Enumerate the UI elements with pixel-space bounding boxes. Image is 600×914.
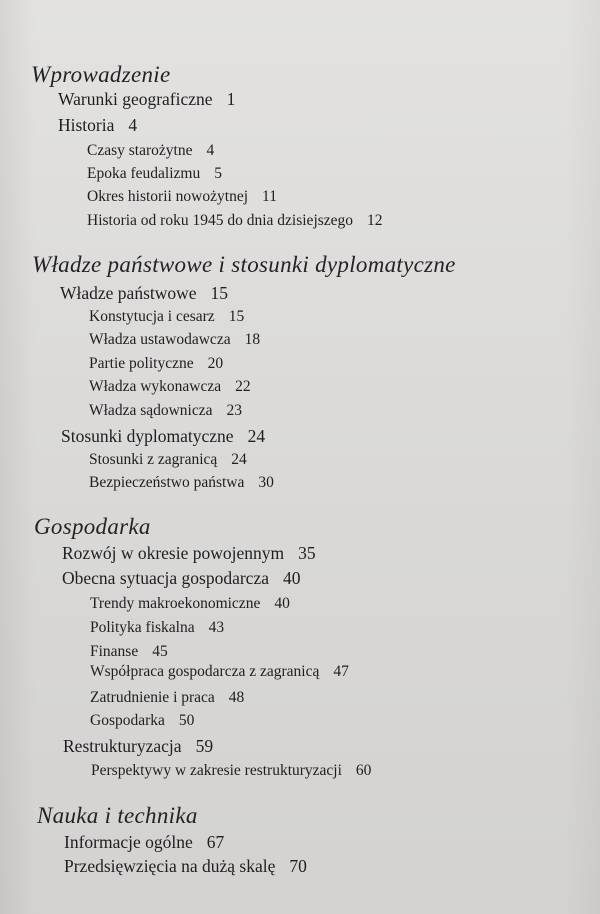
entry-page-number: 70 (289, 856, 307, 876)
toc-entry (87, 142, 214, 160)
toc-entry (89, 308, 244, 326)
toc-entry (62, 543, 316, 564)
entry-page-number: 59 (195, 736, 214, 756)
entry-page-number: 4 (206, 142, 215, 159)
entry-page-number: 12 (367, 212, 383, 229)
toc-entry (89, 355, 223, 373)
toc-entry (90, 595, 290, 613)
toc-entry (58, 115, 137, 136)
entry-text: Władza ustawodawcza (89, 331, 231, 348)
entry-page-number: 35 (298, 543, 316, 563)
section-title: Gospodarka (34, 514, 151, 539)
toc-entry (90, 689, 244, 707)
entry-page-number: 60 (355, 762, 372, 779)
toc-entry (89, 474, 274, 492)
entry-page-number: 22 (235, 378, 251, 395)
toc-entry (89, 378, 251, 396)
entry-text: Warunki geograficzne (58, 89, 213, 109)
entry-text: Informacje ogólne (64, 832, 193, 852)
entry-text: Okres historii nowożytnej (87, 188, 249, 205)
toc-entry (63, 736, 213, 757)
section-title: Nauka i technika (37, 803, 198, 828)
entry-page-number: 47 (333, 663, 349, 680)
entry-text: Historia (58, 115, 115, 135)
toc-entry (58, 89, 235, 110)
section-title: Władze państwowe i stosunki dyplomatyczne (32, 252, 456, 277)
entry-text: Gospodarka (90, 712, 165, 729)
section-title: Wprowadzenie (31, 62, 171, 87)
entry-text: Władza sądownicza (89, 402, 213, 419)
entry-page-number: 18 (244, 331, 261, 348)
entry-text: Rozwój w okresie powojennym (62, 543, 285, 563)
toc-entry (90, 619, 224, 637)
entry-page-number: 48 (228, 689, 245, 706)
entry-page-number: 5 (214, 165, 222, 182)
entry-page-number: 45 (152, 643, 168, 660)
entry-page-number: 11 (262, 188, 277, 205)
entry-page-number: 24 (231, 451, 247, 468)
entry-page-number: 30 (258, 474, 274, 491)
entry-page-number: 20 (207, 355, 224, 372)
entry-text: Współpraca gospodarcza z zagranicą (90, 663, 320, 680)
toc-entry (64, 856, 307, 877)
toc-entry (61, 426, 265, 447)
entry-text: Władza wykonawcza (89, 378, 222, 395)
toc-entry (87, 165, 222, 183)
entry-page-number: 4 (128, 115, 138, 135)
toc-entry (90, 712, 194, 730)
entry-text: Zatrudnienie i praca (90, 689, 215, 706)
entry-text: Obecna sytuacja gospodarcza (62, 568, 269, 588)
entry-page-number: 50 (178, 712, 195, 729)
toc-entry (87, 188, 277, 206)
entry-page-number: 15 (210, 283, 229, 303)
entry-text: Przedsięwzięcia na dużą skalę (64, 856, 276, 876)
entry-page-number: 15 (228, 308, 245, 325)
toc-entry (89, 402, 242, 420)
toc-entry (62, 568, 300, 589)
entry-text: Epoka feudalizmu (87, 165, 201, 182)
entry-text: Restrukturyzacja (63, 736, 182, 756)
entry-page-number: 1 (226, 89, 236, 109)
toc-entry (90, 643, 168, 661)
toc-entry (91, 762, 371, 780)
entry-page-number: 67 (206, 832, 225, 852)
toc-entry (89, 451, 247, 469)
entry-text: Stosunki dyplomatyczne (61, 426, 234, 446)
toc-entry (60, 283, 228, 304)
entry-text: Bezpieczeństwo państwa (89, 474, 245, 491)
entry-text: Stosunki z zagranicą (89, 451, 218, 468)
entry-text: Historia od roku 1945 do dnia dzisiejszego (87, 212, 354, 229)
toc-entry (64, 832, 224, 853)
entry-page-number: 40 (274, 595, 290, 612)
entry-text: Konstytucja i cesarz (89, 308, 215, 325)
entry-text: Partie polityczne (89, 355, 194, 372)
entry-text: Polityka fiskalna (90, 619, 195, 636)
entry-page-number: 43 (208, 619, 225, 636)
toc-entry (89, 331, 260, 349)
toc-entry (87, 212, 383, 230)
entry-text: Perspektywy w zakresie restrukturyzacji (91, 762, 342, 779)
toc-entry (90, 663, 349, 681)
entry-text: Finanse (90, 643, 139, 660)
entry-text: Czasy starożytne (87, 142, 193, 159)
entry-text: Władze państwowe (60, 283, 197, 303)
entry-page-number: 23 (226, 402, 243, 419)
entry-text: Trendy makroekonomiczne (90, 595, 261, 612)
entry-page-number: 40 (282, 568, 301, 588)
entry-page-number: 24 (247, 426, 266, 446)
